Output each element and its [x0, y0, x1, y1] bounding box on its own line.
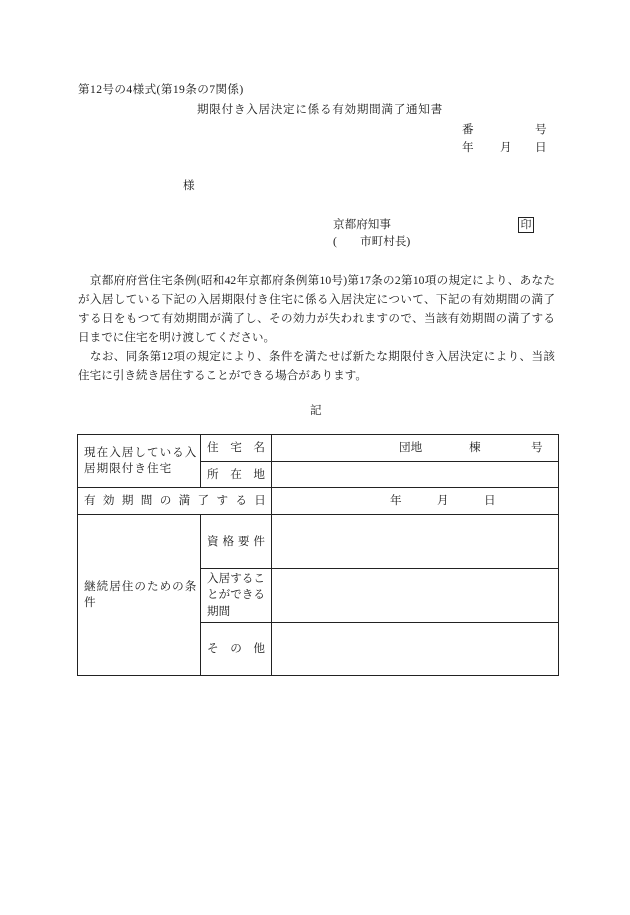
period-label: 入居することができる期間: [207, 571, 265, 618]
address-value-cell: [272, 462, 559, 488]
housing-name-value-cell: [272, 435, 559, 462]
building-label: 棟: [469, 441, 481, 454]
label-character: 件: [253, 534, 265, 548]
label-character: 所: [207, 467, 219, 481]
period-value-cell: [272, 569, 559, 623]
expiry-date-cell: [272, 488, 559, 515]
notice-table: [77, 434, 559, 676]
unit-label: 号: [531, 441, 543, 454]
label-character: す: [216, 494, 229, 507]
label-character: 要: [237, 534, 250, 548]
table-row: [78, 435, 559, 462]
label-character: の: [159, 494, 172, 507]
paragraph2-line: なお、同条第12項の規定により、条件を満たせば新たな期限付き入居決定により、当該: [78, 350, 555, 363]
label-character: 地: [253, 467, 265, 481]
current-housing-label-cell: [78, 435, 201, 488]
expiry-month-label: 月: [437, 494, 449, 507]
notice-body: [78, 271, 555, 385]
qualification-label: [207, 535, 265, 549]
label-character: る: [235, 494, 247, 507]
period-label-cell: [201, 569, 272, 623]
other-label-cell: [201, 623, 272, 676]
date-month-label: 月: [500, 141, 512, 154]
continuation-label: 継続居住のための条件: [84, 580, 198, 609]
expiry-label-cell: [78, 488, 272, 515]
label-character: 在: [230, 467, 242, 481]
label-character: 名: [253, 441, 265, 454]
qualification-label-cell: [201, 515, 272, 569]
housing-name-label-cell: [201, 435, 272, 462]
expiry-label: [84, 494, 266, 508]
other-label: [207, 642, 265, 656]
other-value-cell: [272, 623, 559, 676]
label-character: 住: [207, 441, 219, 454]
paragraph1-line: 日までに住宅を明け渡してください。: [78, 331, 276, 344]
address-label-cell: [201, 462, 272, 488]
table-row: [78, 488, 559, 515]
label-character: 資: [207, 534, 219, 548]
notice-mark: 記: [310, 404, 322, 417]
continuation-label-cell: [78, 515, 201, 676]
date-year-label: 年: [462, 141, 474, 154]
label-character: 他: [253, 642, 265, 655]
label-character: 効: [102, 494, 115, 507]
label-character: 格: [222, 534, 235, 548]
label-character: の: [230, 642, 242, 655]
paragraph2-line: 住宅に引き続き居住することができる場合があります。: [78, 369, 367, 382]
addressee-honorific: 様: [183, 179, 195, 192]
danchi-label: 団地: [399, 441, 423, 454]
paragraph1-line: が入居している下記の入居期限付き住宅に係る入居決定について、下記の有効期間の満了: [78, 293, 555, 306]
document-title: 期限付き入居決定に係る有効期間満了通知書: [197, 103, 443, 116]
table-row: [78, 515, 559, 569]
label-character: そ: [207, 642, 219, 655]
paragraph1-line: 京都府府営住宅条例(昭和42年京都府条例第10号)第17条の2第10項の規定により、あなた: [78, 274, 555, 287]
label-character: 有: [84, 494, 96, 507]
label-character: 間: [140, 494, 153, 507]
label-character: 宅: [230, 441, 242, 454]
label-character: 満: [178, 494, 191, 507]
paragraph1-line: する日をもつて有効期間が満了し、その効力が失われますので、当該有効期間の満了する: [78, 312, 555, 325]
sender-governor: 京都府知事: [333, 218, 391, 231]
housing-name-label: [207, 441, 265, 455]
sender-mayor: ( 市町村長): [333, 235, 411, 248]
label-character: 了: [197, 494, 210, 507]
date-day-label: 日: [535, 141, 547, 154]
reference-number-suffix: 号: [535, 123, 547, 136]
label-character: 日: [254, 494, 266, 507]
seal-mark: 印: [518, 217, 534, 233]
expiry-day-label: 日: [484, 494, 496, 507]
expiry-year-label: 年: [390, 494, 402, 507]
qualification-value-cell: [272, 515, 559, 569]
current-housing-label: 現在入居している入居期限付き住宅: [84, 446, 198, 475]
reference-number-label: 番: [462, 123, 474, 136]
form-number: 第12号の4様式(第19条の7関係): [78, 83, 244, 96]
address-label: [207, 468, 265, 482]
label-character: 期: [121, 494, 134, 507]
